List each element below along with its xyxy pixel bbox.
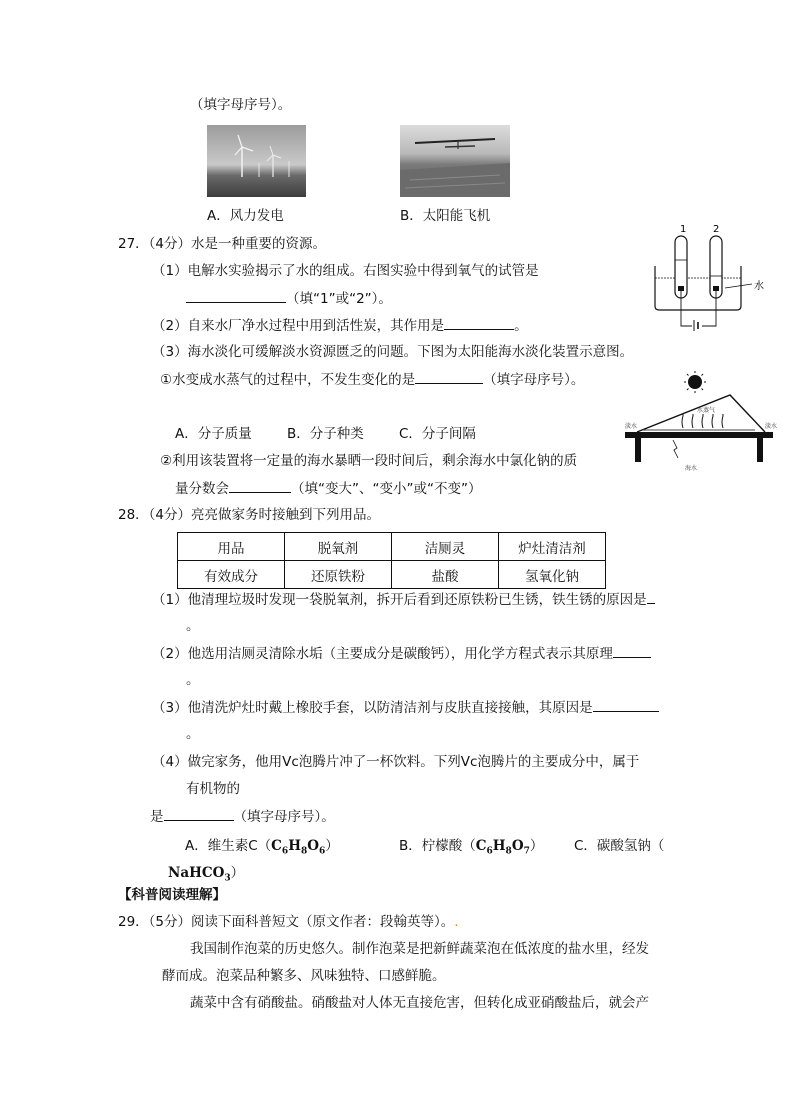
q27-sub1-text: ①水变成水蒸气的过程中，不发生变化的是: [160, 372, 416, 388]
fresh-water-right-label: 淡水: [765, 423, 778, 430]
q27-part3: （3）海水淡化可缓解淡水资源匮乏的问题。下图为太阳能海水淡化装置示意图。: [152, 344, 634, 360]
table-cell: 盐酸: [392, 561, 499, 589]
q28-part4-line1: （4）做完家务，他用Vc泡腾片冲了一杯饮料。下列Vc泡腾片的主要成分中，属于: [152, 754, 640, 770]
q29-para1-line1: 我国制作泡菜的历史悠久。制作泡菜是把新鲜蔬菜泡在低浓度的盐水里，经发: [190, 941, 649, 957]
q28-option-a: A．维生素$C(C_6H_8O_6)$: [185, 838, 339, 857]
q27-part2: [152, 316, 528, 335]
q28-part3-text: （3）他清洗炉灶时戴上橡胶手套，以防清洁剂与皮肤直接接触，其原因是: [152, 700, 593, 716]
q27-sub2-text: 量分数会: [175, 481, 229, 497]
water-label: 水: [754, 281, 764, 292]
table-row: [178, 561, 606, 589]
answer-blank[interactable]: [229, 479, 291, 493]
q28-option-c-formula: NaHCO$_3$）: [168, 865, 245, 884]
q29-para2-line1: 蔬菜中含有硝酸盐。硝酸盐对人体无直接危害，但转化成亚硝酸盐后，就会产: [190, 995, 649, 1011]
period: 。: [514, 318, 528, 334]
q27-part2-text: （2）自来水厂净水过程中用到活性炭，其作用是: [152, 318, 445, 334]
q28-part2-text: （2）他选用洁厕灵清除水垢（主要成分是碳酸钙），用化学方程式表示其原理: [152, 646, 613, 662]
q27-part1-line2: [186, 289, 392, 308]
wind-turbine-icon: [207, 125, 306, 197]
q27-sub1: [160, 370, 584, 389]
answer-blank[interactable]: [593, 698, 659, 712]
table-cell: 脱氧剂: [285, 533, 392, 561]
option-c: C．分子间隔: [399, 426, 476, 442]
q28-part1-text: （1）他清理垃圾时发现一袋脱氧剂，拆开后看到还原铁粉已生锈，铁生锈的原因是: [152, 592, 647, 608]
option-label: A．维生素C（: [185, 838, 272, 854]
q27-stem: 27．（4分）水是一种重要的资源。: [118, 236, 327, 252]
option-b: B．分子种类: [287, 426, 364, 442]
q27-part1-text: （1）电解水实验揭示了水的组成。右图实验中得到氧气的试管是: [152, 263, 539, 279]
option-label: B．柠檬酸（: [399, 838, 476, 854]
q28-part4-line3: [150, 807, 335, 826]
table-cell: 炉灶清洁剂: [499, 533, 606, 561]
vapor-label: 水蒸气: [697, 407, 716, 414]
q29-para1-line2: 酵而成。泡菜品种繁多、风味独特、口感鲜脆。: [162, 968, 446, 984]
table-cell: 还原铁粉: [285, 561, 392, 589]
plane-icon: [400, 125, 510, 197]
q29-dot: .: [454, 914, 459, 930]
table-row: [178, 533, 606, 561]
image-b-caption: B．太阳能飞机: [400, 208, 491, 224]
seawater-label: 海水: [685, 465, 698, 472]
table-cell: 洁厕灵: [392, 533, 499, 561]
q27-sub2-line1: ②利用该装置将一定量的海水暴晒一段时间后，剩余海水中氯化钠的质: [160, 453, 578, 469]
tube-2-label: 2: [713, 224, 720, 235]
answer-blank[interactable]: [186, 289, 286, 303]
solar-plane-photo: [400, 125, 510, 197]
period: 。: [186, 672, 200, 688]
q29-stem-text: 29．（5分）阅读下面科普短文（原文作者：段翰英等）。: [118, 914, 455, 930]
solar-desalination-diagram: [625, 370, 785, 475]
q28-part4-hint: （填字母序号）。: [233, 809, 335, 825]
q28-part4-line2: 有机物的: [186, 781, 240, 797]
q27-sub2-line2: [175, 479, 481, 498]
answer-blank[interactable]: [415, 370, 483, 384]
tube-1-label: 1: [680, 224, 687, 235]
answer-blank[interactable]: [613, 644, 651, 658]
wind-power-photo: [207, 125, 306, 197]
q27-part1-hint: （填“1”或“2”）。: [286, 291, 392, 307]
option-a: A．分子质量: [175, 426, 252, 442]
q28-part2: [152, 644, 651, 663]
electrolysis-diagram: [640, 218, 775, 333]
answer-blank[interactable]: [444, 316, 514, 330]
q28-part3: [152, 698, 659, 717]
q28-option-b: B．柠檬酸$(C_6H_8O_7)$: [399, 838, 544, 857]
q27-sub1-hint: （填字母序号）。: [483, 372, 585, 388]
q27-sub2-hint: （填“变大”、“变小”或“不变”）: [291, 481, 482, 497]
q29-stem: [118, 913, 459, 931]
q28-part4-text: 是: [150, 809, 164, 825]
fill-instruction: （填字母序号）。: [190, 97, 292, 113]
image-a-caption: A．风力发电: [207, 208, 284, 224]
table-cell: 有效成分: [178, 561, 285, 589]
table-cell: 氢氧化钠: [499, 561, 606, 589]
answer-blank[interactable]: [164, 807, 234, 821]
section-title: 【科普阅读理解】: [118, 887, 226, 903]
answer-blank[interactable]: [647, 590, 655, 604]
q28-option-c: C．碳酸氢钠（: [574, 838, 665, 854]
household-items-table: [177, 532, 606, 589]
fresh-water-left-label: 淡水: [625, 423, 638, 430]
table-cell: 用品: [178, 533, 285, 561]
sun-icon: [688, 375, 702, 389]
q28-part1: [152, 590, 655, 609]
period: 。: [186, 726, 200, 742]
q28-stem: 28．（4分）亮亮做家务时接触到下列用品。: [118, 507, 381, 523]
period: 。: [186, 618, 200, 634]
